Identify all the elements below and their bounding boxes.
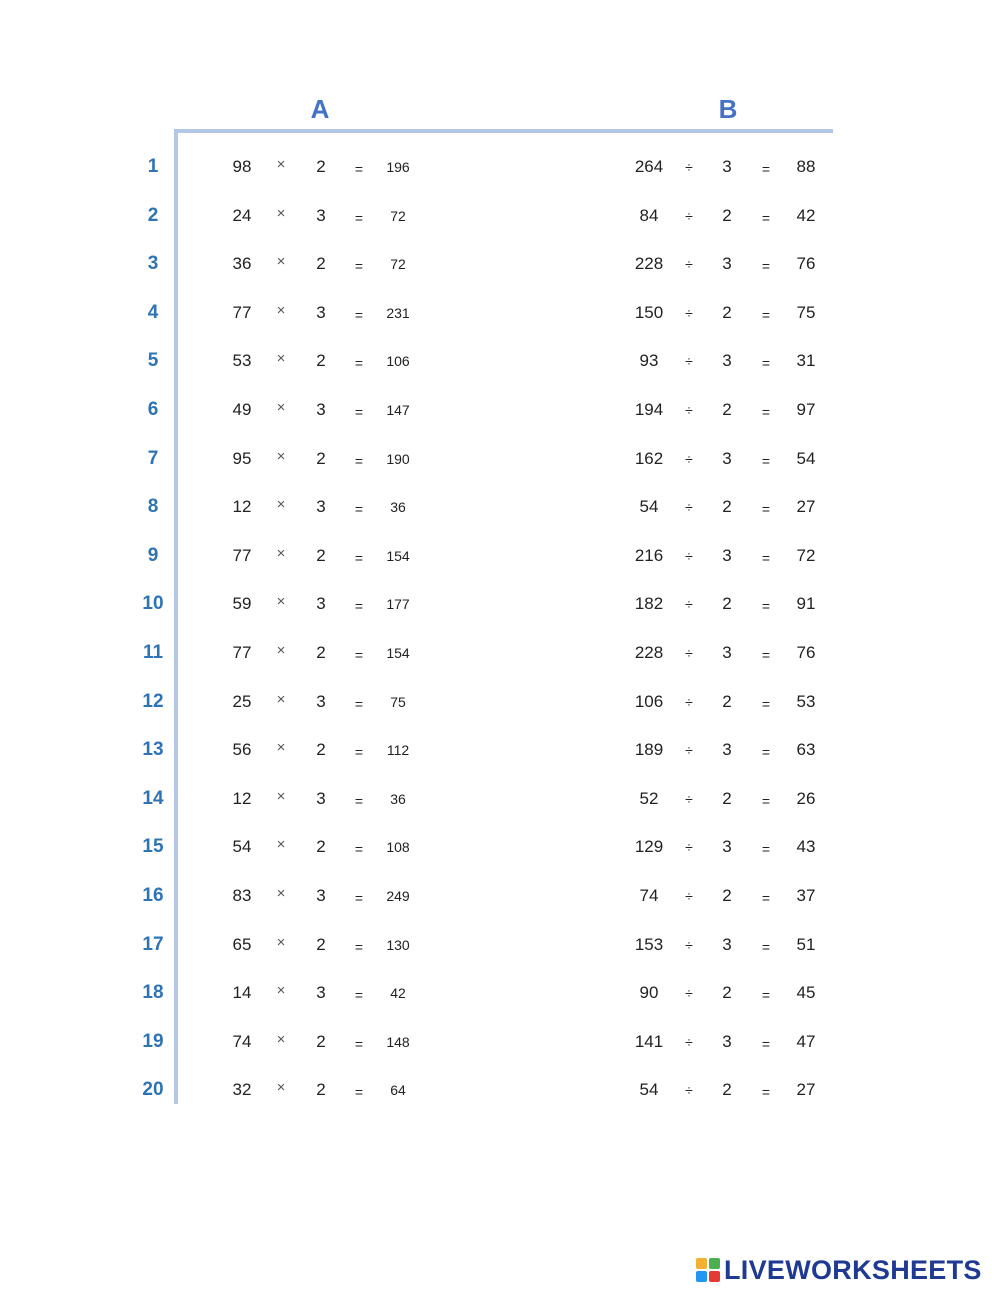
b-operand-2: 3 <box>722 642 732 662</box>
divide-sign: ÷ <box>685 790 693 807</box>
a-operand-2: 2 <box>316 545 326 565</box>
problem-row <box>0 1018 1000 1067</box>
column-a-header: A <box>310 94 330 124</box>
equals-sign: = <box>354 209 364 226</box>
divide-sign: ÷ <box>685 304 693 321</box>
divide-sign: ÷ <box>685 256 693 273</box>
divide-sign: ÷ <box>685 693 693 710</box>
a-operand-2: 3 <box>316 399 326 419</box>
a-operand-1: 24 <box>232 205 252 225</box>
equals-sign: = <box>761 695 771 712</box>
equals-sign: = <box>354 695 364 712</box>
liveworksheets-logo <box>696 1255 982 1285</box>
b-operand-2: 3 <box>722 157 732 176</box>
divide-sign: ÷ <box>685 547 693 564</box>
a-operand-1: 25 <box>232 691 252 711</box>
b-operand-2: 3 <box>722 1031 732 1051</box>
times-sign: × <box>276 204 286 222</box>
problem-row <box>0 192 1000 241</box>
equals-sign: = <box>354 549 364 566</box>
a-operand-2: 3 <box>316 983 326 1003</box>
b-operand-1: 74 <box>639 885 659 905</box>
b-operand-1: 93 <box>639 351 659 371</box>
a-result: 75 <box>390 693 406 710</box>
b-result: 51 <box>796 934 816 954</box>
a-operand-2: 2 <box>316 1080 326 1100</box>
b-operand-2: 3 <box>722 351 732 371</box>
times-sign: × <box>276 156 286 173</box>
problem-row <box>0 775 1000 824</box>
equals-sign: = <box>354 646 364 663</box>
times-sign: × <box>276 739 286 757</box>
a-operand-1: 12 <box>232 497 252 517</box>
b-operand-1: 194 <box>634 399 664 419</box>
a-operand-2: 2 <box>316 351 326 371</box>
a-operand-2: 2 <box>316 740 326 760</box>
logo-tile <box>696 1258 707 1269</box>
b-result: 76 <box>796 642 816 662</box>
b-result: 43 <box>796 837 816 857</box>
divide-sign: ÷ <box>685 207 693 224</box>
a-result: 36 <box>390 499 406 516</box>
b-result: 63 <box>796 740 816 760</box>
a-operand-1: 36 <box>232 254 252 274</box>
a-result: 64 <box>390 1082 406 1099</box>
problem-row <box>0 726 1000 775</box>
equals-sign: = <box>761 258 771 275</box>
times-sign: × <box>276 350 286 368</box>
a-result: 147 <box>386 401 410 418</box>
b-operand-1: 162 <box>634 448 664 468</box>
b-operand-2: 2 <box>722 399 732 419</box>
b-result: 72 <box>796 545 816 565</box>
equals-sign: = <box>354 501 364 518</box>
row-number: 7 <box>147 447 159 469</box>
b-operand-2: 2 <box>722 302 732 322</box>
divide-sign: ÷ <box>685 985 693 1002</box>
divide-sign: ÷ <box>685 596 693 613</box>
divide-sign: ÷ <box>685 401 693 418</box>
a-operand-2: 3 <box>316 885 326 905</box>
a-operand-2: 2 <box>316 448 326 468</box>
times-sign: × <box>276 641 286 659</box>
b-result: 27 <box>796 1080 816 1100</box>
equals-sign: = <box>761 598 771 615</box>
a-result: 130 <box>386 936 410 953</box>
worksheet-rows <box>0 143 1000 1115</box>
b-operand-1: 189 <box>634 740 664 760</box>
equals-sign: = <box>354 1084 364 1101</box>
a-result: 231 <box>386 304 410 321</box>
b-result: 31 <box>796 351 816 371</box>
b-operand-2: 2 <box>722 205 732 225</box>
equals-sign: = <box>354 598 364 615</box>
b-operand-2: 2 <box>722 594 732 614</box>
a-operand-1: 95 <box>232 448 252 468</box>
equals-sign: = <box>354 306 364 323</box>
b-operand-1: 52 <box>639 788 659 808</box>
times-sign: × <box>276 253 286 271</box>
a-operand-1: 77 <box>232 302 252 322</box>
problem-row <box>0 532 1000 581</box>
a-operand-2: 2 <box>316 837 326 857</box>
divide-sign: ÷ <box>685 159 693 175</box>
equals-sign: = <box>761 355 771 372</box>
problem-row <box>0 823 1000 872</box>
times-sign: × <box>276 301 286 319</box>
equals-sign: = <box>354 841 364 858</box>
problem-row <box>0 337 1000 386</box>
row-number: 20 <box>142 1079 164 1101</box>
equals-sign: = <box>761 938 771 955</box>
logo-grid-icon <box>696 1258 720 1282</box>
a-operand-2: 2 <box>316 157 326 176</box>
problem-row <box>0 580 1000 629</box>
row-number: 9 <box>147 544 159 566</box>
a-operand-2: 3 <box>316 497 326 517</box>
divide-sign: ÷ <box>685 499 693 516</box>
a-result: 108 <box>386 839 410 856</box>
a-operand-1: 49 <box>232 399 252 419</box>
a-operand-2: 3 <box>316 302 326 322</box>
row-number: 15 <box>142 836 164 858</box>
times-sign: × <box>276 884 286 902</box>
times-sign: × <box>276 593 286 611</box>
equals-sign: = <box>761 403 771 420</box>
b-operand-2: 3 <box>722 254 732 274</box>
problem-row <box>0 386 1000 435</box>
equals-sign: = <box>761 501 771 518</box>
problem-row <box>0 629 1000 678</box>
row-number: 19 <box>142 1030 164 1052</box>
b-operand-1: 90 <box>639 983 659 1003</box>
times-sign: × <box>276 1030 286 1048</box>
b-result: 88 <box>796 157 816 176</box>
b-operand-1: 153 <box>634 934 664 954</box>
row-number: 16 <box>142 884 164 906</box>
b-operand-1: 129 <box>634 837 664 857</box>
a-operand-1: 56 <box>232 740 252 760</box>
times-sign: × <box>276 1079 286 1097</box>
logo-tile <box>709 1258 720 1269</box>
b-operand-2: 3 <box>722 448 732 468</box>
row-number: 4 <box>147 301 159 323</box>
a-operand-1: 65 <box>232 934 252 954</box>
a-result: 196 <box>386 159 410 175</box>
a-result: 42 <box>390 985 406 1002</box>
equals-sign: = <box>761 744 771 761</box>
times-sign: × <box>276 496 286 514</box>
b-result: 75 <box>796 302 816 322</box>
equals-sign: = <box>761 161 771 177</box>
problem-row <box>0 678 1000 727</box>
b-operand-2: 2 <box>722 1080 732 1100</box>
b-operand-1: 228 <box>634 254 664 274</box>
problem-row <box>0 969 1000 1018</box>
equals-sign: = <box>761 841 771 858</box>
a-operand-1: 74 <box>232 1031 252 1051</box>
a-result: 177 <box>386 596 410 613</box>
times-sign: × <box>276 398 286 416</box>
a-operand-2: 2 <box>316 254 326 274</box>
b-result: 54 <box>796 448 816 468</box>
a-operand-1: 14 <box>232 983 252 1003</box>
a-operand-1: 77 <box>232 545 252 565</box>
problem-row <box>0 483 1000 532</box>
b-operand-2: 2 <box>722 788 732 808</box>
equals-sign: = <box>354 258 364 275</box>
equals-sign: = <box>761 549 771 566</box>
column-b-header: B <box>718 94 738 124</box>
a-operand-1: 32 <box>232 1080 252 1100</box>
b-operand-2: 3 <box>722 837 732 857</box>
equals-sign: = <box>761 646 771 663</box>
a-operand-1: 98 <box>232 157 252 176</box>
problem-row <box>0 1066 1000 1115</box>
equals-sign: = <box>354 987 364 1004</box>
equals-sign: = <box>761 452 771 469</box>
equals-sign: = <box>761 889 771 906</box>
divide-sign: ÷ <box>685 450 693 467</box>
b-result: 27 <box>796 497 816 517</box>
row-number: 6 <box>147 398 159 420</box>
a-result: 154 <box>386 547 410 564</box>
problem-row <box>0 921 1000 970</box>
divide-sign: ÷ <box>685 644 693 661</box>
a-result: 249 <box>386 887 410 904</box>
b-result: 97 <box>796 399 816 419</box>
b-result: 26 <box>796 788 816 808</box>
a-operand-2: 3 <box>316 788 326 808</box>
b-result: 47 <box>796 1031 816 1051</box>
a-operand-2: 3 <box>316 205 326 225</box>
b-operand-1: 84 <box>639 205 659 225</box>
b-result: 37 <box>796 885 816 905</box>
row-number: 14 <box>142 787 164 809</box>
row-number: 13 <box>142 739 164 761</box>
row-number: 17 <box>142 933 164 955</box>
equals-sign: = <box>354 355 364 372</box>
a-result: 72 <box>390 207 406 224</box>
times-sign: × <box>276 447 286 465</box>
a-result: 112 <box>386 742 410 759</box>
row-number: 18 <box>142 982 164 1004</box>
a-operand-2: 3 <box>316 594 326 614</box>
problem-row <box>0 143 1000 192</box>
b-result: 91 <box>796 594 816 614</box>
b-operand-1: 216 <box>634 545 664 565</box>
a-operand-2: 2 <box>316 642 326 662</box>
b-operand-1: 106 <box>634 691 664 711</box>
b-operand-1: 54 <box>639 1080 659 1100</box>
times-sign: × <box>276 690 286 708</box>
a-operand-2: 2 <box>316 934 326 954</box>
problem-row <box>0 872 1000 921</box>
logo-tile <box>709 1271 720 1282</box>
equals-sign: = <box>761 1084 771 1101</box>
a-result: 148 <box>386 1033 410 1050</box>
row-number: 1 <box>147 156 159 177</box>
b-operand-1: 54 <box>639 497 659 517</box>
b-result: 42 <box>796 205 816 225</box>
header-divider <box>174 129 833 133</box>
divide-sign: ÷ <box>685 839 693 856</box>
problem-row <box>0 435 1000 484</box>
b-operand-2: 2 <box>722 497 732 517</box>
equals-sign: = <box>761 987 771 1004</box>
a-operand-1: 53 <box>232 351 252 371</box>
row-number: 2 <box>147 204 159 226</box>
a-result: 106 <box>386 353 410 370</box>
equals-sign: = <box>354 403 364 420</box>
row-number: 8 <box>147 496 159 518</box>
equals-sign: = <box>354 452 364 469</box>
equals-sign: = <box>354 938 364 955</box>
b-operand-1: 182 <box>634 594 664 614</box>
a-result: 36 <box>390 790 406 807</box>
b-result: 53 <box>796 691 816 711</box>
divide-sign: ÷ <box>685 742 693 759</box>
b-operand-1: 228 <box>634 642 664 662</box>
logo-text: LIVEWORKSHEETS <box>724 1254 982 1285</box>
equals-sign: = <box>354 744 364 761</box>
b-result: 76 <box>796 254 816 274</box>
b-operand-2: 2 <box>722 885 732 905</box>
equals-sign: = <box>761 792 771 809</box>
row-number: 5 <box>147 350 159 372</box>
equals-sign: = <box>761 1035 771 1052</box>
divide-sign: ÷ <box>685 1082 693 1099</box>
b-operand-2: 2 <box>722 691 732 711</box>
times-sign: × <box>276 544 286 562</box>
equals-sign: = <box>354 889 364 906</box>
equals-sign: = <box>761 209 771 226</box>
a-operand-1: 54 <box>232 837 252 857</box>
a-result: 154 <box>386 644 410 661</box>
times-sign: × <box>276 982 286 1000</box>
row-number: 3 <box>147 253 159 275</box>
a-result: 190 <box>386 450 410 467</box>
logo-tile <box>696 1271 707 1282</box>
equals-sign: = <box>761 306 771 323</box>
times-sign: × <box>276 787 286 805</box>
b-operand-1: 141 <box>634 1031 664 1051</box>
a-operand-1: 77 <box>232 642 252 662</box>
b-operand-2: 3 <box>722 740 732 760</box>
row-number: 12 <box>142 690 164 712</box>
row-number: 10 <box>142 593 164 615</box>
problem-row <box>0 240 1000 289</box>
b-result: 45 <box>796 983 816 1003</box>
a-operand-1: 12 <box>232 788 252 808</box>
a-operand-2: 2 <box>316 1031 326 1051</box>
b-operand-2: 3 <box>722 934 732 954</box>
b-operand-1: 264 <box>634 157 664 176</box>
times-sign: × <box>276 933 286 951</box>
divide-sign: ÷ <box>685 887 693 904</box>
b-operand-1: 150 <box>634 302 664 322</box>
problem-row <box>0 289 1000 338</box>
b-operand-2: 3 <box>722 545 732 565</box>
a-operand-1: 83 <box>232 885 252 905</box>
divide-sign: ÷ <box>685 1033 693 1050</box>
a-operand-1: 59 <box>232 594 252 614</box>
row-number: 11 <box>142 641 164 663</box>
equals-sign: = <box>354 161 364 177</box>
times-sign: × <box>276 836 286 854</box>
b-operand-2: 2 <box>722 983 732 1003</box>
equals-sign: = <box>354 792 364 809</box>
equals-sign: = <box>354 1035 364 1052</box>
divide-sign: ÷ <box>685 353 693 370</box>
divide-sign: ÷ <box>685 936 693 953</box>
a-operand-2: 3 <box>316 691 326 711</box>
a-result: 72 <box>390 256 406 273</box>
